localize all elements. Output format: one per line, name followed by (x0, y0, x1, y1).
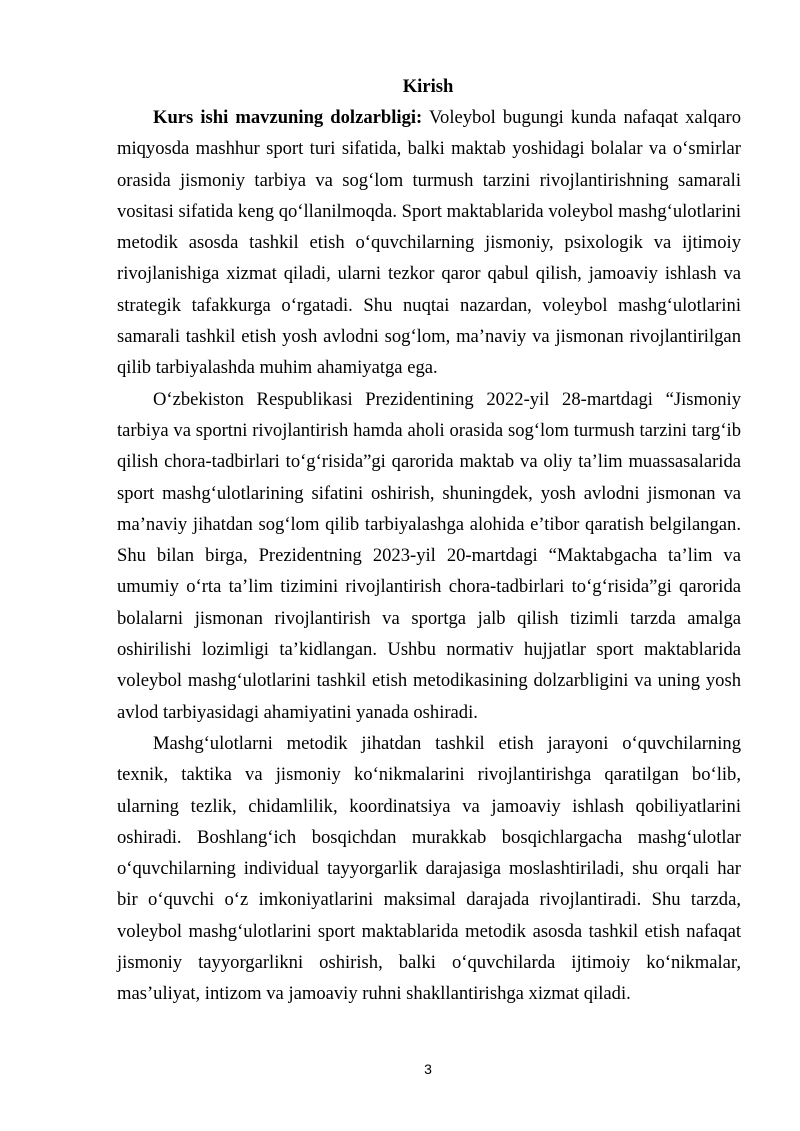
paragraph-relevance (117, 102, 741, 384)
paragraph-decrees (117, 384, 741, 728)
paragraph-methodology (117, 728, 741, 1010)
body-text (117, 102, 741, 1010)
paragraph-text: Mashg‘ulotlarni metodik jihatdan tashkil etish jarayoni o‘quvchilarning texnik, taktika va jismoniy ko‘nikmalarini rivojlantirishga qaratilgan bo‘lib, ularning tezlik, chidamlilik, koordinatsiya va jamoaviy ishlash qobiliyatlarini oshiradi. Boshlang‘ich bosqichdan murakkab bosqichlargacha mashg‘ulotlar o‘quvchilarning individual tayyorgarlik darajasiga moslashtiriladi, shu orqali har bir o‘quvchi o‘z imkoniyatlarini maksimal darajada rivojlantiradi. Shu tarzda, voleybol mashg‘ulotlarini sport maktablarida metodik asosda tashkil etish nafaqat jismoniy tayyorgarlikni oshirish, balki o‘quvchilarda ijtimoiy ko‘nikmalar, mas’uliyat, intizom va jamoaviy ruhni shakllantirishga xizmat qiladi. (117, 732, 741, 1005)
page-number: 3 (424, 1061, 432, 1077)
paragraph-text: Voleybol bugungi kunda nafaqat xalqaro miqyosda mashhur sport turi sifatida, balki maktab yoshidagi bolalar va o‘smirlar orasida jismoniy tarbiya va sog‘lom turmush tarzini rivojlantirishning samarali vositasi sifatida keng qo‘llanilmoqda. Sport maktablarida voleybol mashg‘ulotlarini metodik asosda tashkil etish o‘quvchilarning jismoniy, psixologik va ijtimoiy rivojlanishiga xizmat qiladi, ularni tezkor qaror qabul qilish, jamoaviy ishlash va strategik tafakkurga o‘rgatadi. Shu nuqtai nazardan, voleybol mashg‘ulotlarini samarali tashkil etish yosh avlodni sog‘lom, ma’naviy va jismonan rivojlantirilgan qilib tarbiyalashda muhim ahamiyatga ega. (117, 107, 742, 379)
paragraph-text: O‘zbekiston Respublikasi Prezidentining 2022-yil 28-martdagi “Jismoniy tarbiya va sportni rivojlantirish hamda aholi orasida sog‘lom turmush tarzini targ‘ib qilish chora-tadbirlari to‘g‘risida”gi qarorida maktab va oliy ta’lim muassasalarida sport mashg‘ulotlarining sifatini oshirish, shuningdek, yosh avlodni jismonan va ma’naviy jihatdan sog‘lom qilib tarbiyalashga alohida e’tibor qaratish belgilangan. Shu bilan birga, Prezidentning 2023-yil 20-martdagi “Maktabgacha ta’lim va umumiy o‘rta ta’lim tizimini rivojlantirish chora-tadbirlari to‘g‘risida”gi qarorida bolalarni jismonan rivojlantirish va sportga jalb qilish tizimli tarzda amalga oshirilishi lozimligi ta’kidlangan. Ushbu normativ hujjatlar sport maktablarida voleybol mashg‘ulotlarini tashkil etish metodikasining dolzarbligini va uning yosh avlod tarbiyasidagi ahamiyatini yanada oshiradi. (117, 388, 741, 723)
paragraph-lead: Kurs ishi mavzuning dolzarbligi: (153, 107, 423, 128)
page-heading: Kirish (402, 76, 454, 97)
